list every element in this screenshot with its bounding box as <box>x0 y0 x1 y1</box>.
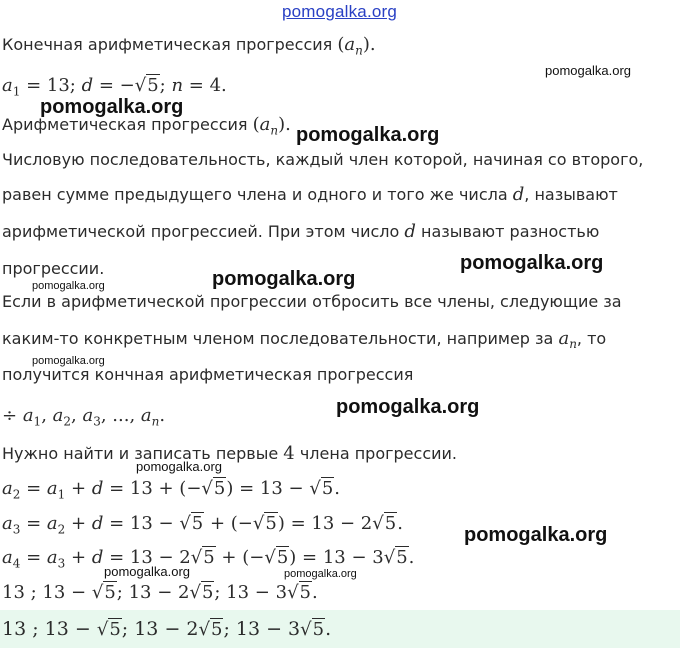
watermark: pomogalka.org <box>545 63 631 78</box>
watermark: pomogalka.org <box>32 355 105 367</box>
title-line <box>2 34 376 62</box>
watermark: pomogalka.org <box>32 280 105 292</box>
watermark: pomogalka.org <box>296 124 440 146</box>
task-line <box>2 443 457 465</box>
answer-line: 13 ; 13 − √5; 13 − 2√5; 13 − 3√5. <box>2 618 332 640</box>
finite-2a: каким-то конкретным членом последовательности, например за <box>2 329 554 348</box>
watermark: pomogalka.org <box>284 568 357 580</box>
def-2a: равен сумме предыдущего члена и одного и того же числа <box>2 185 508 204</box>
watermark: pomogalka.org <box>104 564 190 579</box>
definition-line-4: прогрессии. <box>2 259 105 278</box>
watermark: pomogalka.org <box>136 459 222 474</box>
def-2b: , называют <box>524 185 618 204</box>
finite-2b: , то <box>576 329 607 348</box>
watermark: pomogalka.org <box>40 96 184 118</box>
calc-a3: $a_3 = a_2 + d = 13 - √5 + (-√5) = 13 - 2√5$. <box>2 513 403 537</box>
section-heading-math: $(a_n)$. <box>252 114 291 138</box>
finite-line-2: каким-то конкретным членом последовательности, например за $a_n$, то <box>2 328 607 352</box>
definition-line-1: Числовую последовательность, каждый член которой, начиная со второго, <box>2 150 644 169</box>
finite-line-3: получится кончная арифметическая прогрессия <box>2 365 414 384</box>
watermark: pomogalka.org <box>460 252 604 274</box>
definition-line-3: арифметической прогрессией. При этом число d называют разностью <box>2 221 600 242</box>
calc-a2: $a_2 = a_1 + d = 13 + (-√5) = 13 - √5$. <box>2 478 340 502</box>
watermark: pomogalka.org <box>212 268 356 290</box>
title-math: $(a_n)$. <box>337 34 376 58</box>
watermark: pomogalka.org <box>464 524 608 546</box>
task-a: Нужно найти и записать первые <box>2 444 279 463</box>
def-3a: арифметической прогрессией. При этом число <box>2 222 400 241</box>
given-line: $a_1 = 13$; d = −√5; n = 4. <box>2 75 227 99</box>
section-heading-text: Арифметическая прогрессия <box>2 115 248 134</box>
finite-line-1: Если в арифметической прогрессии отбросить все члены, следующие за <box>2 292 622 311</box>
header-watermark[interactable]: pomogalka.org <box>282 2 398 21</box>
result-line: 13 ; 13 − √5; 13 − 2√5; 13 − 3√5. <box>2 582 318 603</box>
task-num: 4 <box>283 443 295 464</box>
answer-box <box>0 610 680 648</box>
def-3b: называют разностью <box>421 222 600 241</box>
sequence-line: ÷ $a_1$, $a_2$, $a_3$, ..., $a_n$. <box>2 405 166 429</box>
definition-line-2: равен сумме предыдущего члена и одного и того же числа d, называют <box>2 184 618 205</box>
watermark: pomogalka.org <box>336 396 480 418</box>
title-text: Конечная арифметическая прогрессия <box>2 35 333 54</box>
calc-a4: $a_4 = a_3 + d = 13 - 2√5 + (-√5) = 13 - 3√5$. <box>2 547 415 571</box>
task-b: члена прогрессии. <box>299 444 457 463</box>
